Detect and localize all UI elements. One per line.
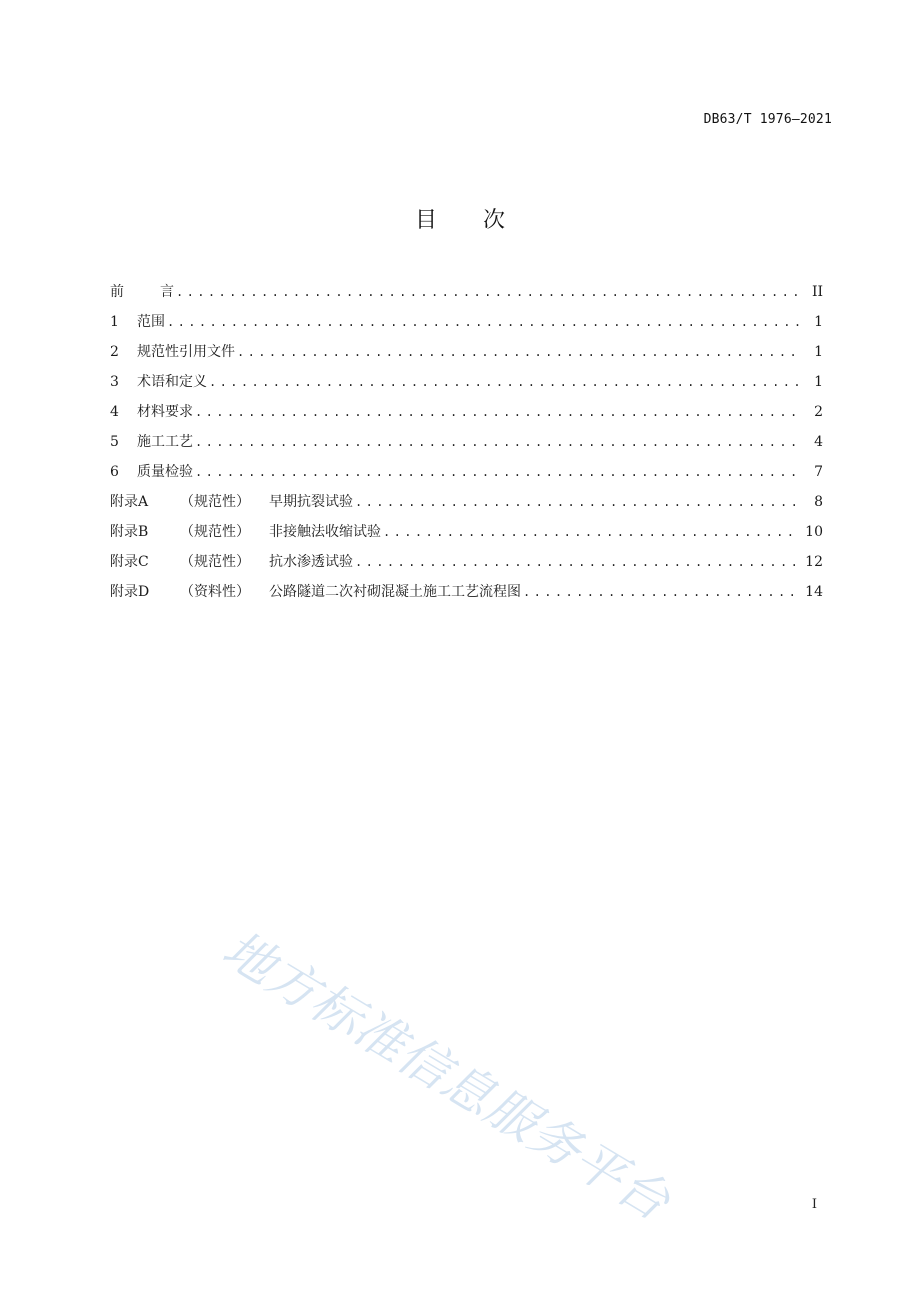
section-number: 5 xyxy=(110,434,119,450)
table-of-contents xyxy=(110,277,823,607)
page-number: 1 xyxy=(814,344,823,360)
appendix-title: 公路隧道二次衬砌混凝土施工工艺流程图 xyxy=(269,584,521,600)
section-number: 3 xyxy=(110,374,119,390)
dot-leader xyxy=(195,427,803,457)
section-title: 质量检验 xyxy=(137,464,193,480)
section-title: 范围 xyxy=(137,314,165,330)
page-number: 7 xyxy=(814,464,823,480)
appendix-type: （资料性） xyxy=(180,584,250,600)
page-number: 8 xyxy=(814,494,823,510)
section-number: 1 xyxy=(110,314,119,330)
section-title: 规范性引用文件 xyxy=(137,344,235,360)
toc-title-part2: 次 xyxy=(483,208,506,233)
appendix-title: 非接触法收缩试验 xyxy=(269,524,381,540)
preface-label-a: 前 xyxy=(110,284,124,300)
footer-page-number: I xyxy=(811,1197,817,1212)
toc-entry[interactable] xyxy=(110,337,823,367)
dot-leader xyxy=(195,457,803,487)
toc-entry[interactable] xyxy=(110,397,823,427)
toc-entry-preface[interactable] xyxy=(110,277,823,307)
toc-entry[interactable] xyxy=(110,427,823,457)
appendix-label: 附录A xyxy=(110,494,149,510)
watermark: 地方标准信息服务平台 xyxy=(213,919,681,1232)
dot-leader xyxy=(355,487,803,517)
section-title: 术语和定义 xyxy=(137,374,207,390)
dot-leader xyxy=(167,307,803,337)
toc-entry-appendix[interactable] xyxy=(110,547,823,577)
page-number: 10 xyxy=(805,524,823,540)
page-number: 1 xyxy=(814,314,823,330)
dot-leader xyxy=(383,517,799,547)
appendix-label: 附录D xyxy=(110,584,150,600)
toc-entry-appendix[interactable] xyxy=(110,577,823,607)
section-title: 材料要求 xyxy=(137,404,193,420)
section-number: 2 xyxy=(110,344,119,360)
section-title: 施工工艺 xyxy=(137,434,193,450)
toc-entry[interactable] xyxy=(110,457,823,487)
appendix-label: 附录C xyxy=(110,554,149,570)
page-number: 14 xyxy=(805,584,823,600)
page-number: 4 xyxy=(814,434,823,450)
dot-leader xyxy=(237,337,803,367)
section-number: 4 xyxy=(110,404,119,420)
section-number: 6 xyxy=(110,464,119,480)
toc-entry[interactable] xyxy=(110,367,823,397)
preface-label-b: 言 xyxy=(160,284,174,300)
dot-leader xyxy=(355,547,799,577)
appendix-title: 抗水渗透试验 xyxy=(269,554,353,570)
appendix-label: 附录B xyxy=(110,524,149,540)
appendix-type: （规范性） xyxy=(180,494,250,510)
toc-entry-appendix[interactable] xyxy=(110,517,823,547)
dot-leader xyxy=(209,367,803,397)
dot-leader xyxy=(195,397,803,427)
toc-entry-appendix[interactable] xyxy=(110,487,823,517)
toc-title xyxy=(0,203,920,234)
toc-title-part1: 目 xyxy=(414,208,437,233)
document-code: DB63/T 1976—2021 xyxy=(703,112,832,127)
page-number: 1 xyxy=(814,374,823,390)
page-number: 12 xyxy=(805,554,823,570)
appendix-title: 早期抗裂试验 xyxy=(269,494,353,510)
dot-leader xyxy=(176,277,803,307)
toc-entry[interactable] xyxy=(110,307,823,337)
appendix-type: （规范性） xyxy=(180,554,250,570)
appendix-type: （规范性） xyxy=(180,524,250,540)
page-number: II xyxy=(811,284,823,300)
dot-leader xyxy=(523,577,799,607)
page-number: 2 xyxy=(814,404,823,420)
